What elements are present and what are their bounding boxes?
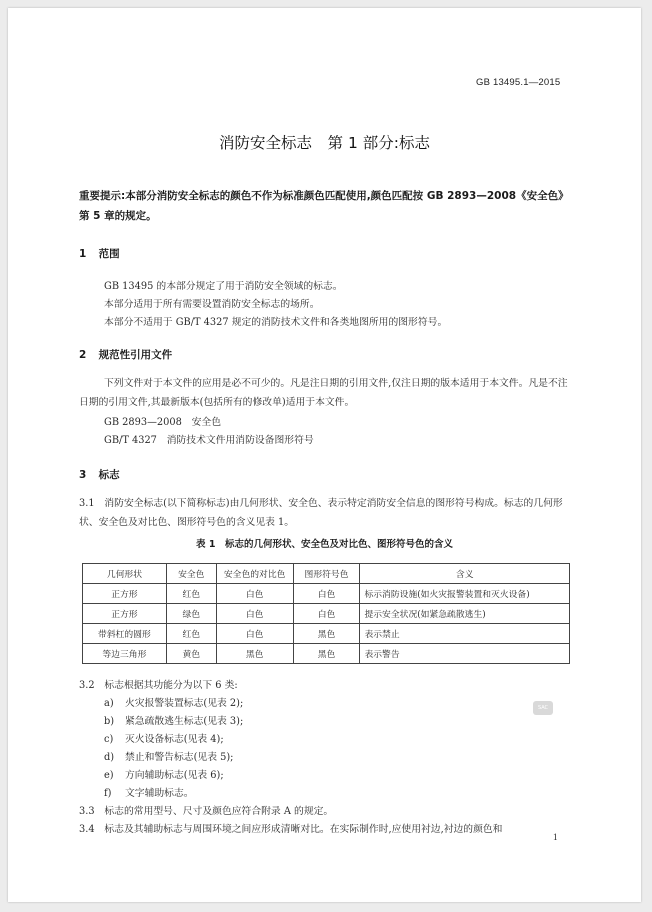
table-cell: 黑色: [293, 624, 360, 644]
table-cell: 提示安全状况(如紧急疏散逃生): [360, 604, 570, 624]
table-row: [83, 584, 570, 604]
list-text: 文字辅助标志。: [125, 788, 194, 799]
column-header: 图形符号色: [293, 564, 360, 584]
table-header-row: [83, 564, 570, 584]
references-intro: 下列文件对于本文件的应用是必不可少的。凡是注日期的引用文件,仅注日期的版本适用于本文件。凡是不注日期的引用文件,其最新版本(包括所有的修改单)适用于本文件。: [79, 378, 568, 408]
table-cell: 红色: [166, 624, 216, 644]
table-row: [83, 604, 570, 624]
section-title: 范围: [98, 248, 120, 260]
sign-meaning-table: [82, 563, 570, 664]
table-cell: 白色: [293, 604, 360, 624]
list-marker: e): [104, 770, 114, 781]
list-text: 紧急疏散逃生标志(见表 3);: [125, 716, 244, 727]
table-cell: 黄色: [166, 644, 216, 664]
document-page: [8, 8, 641, 902]
table-cell: 表示警告: [360, 644, 570, 664]
column-header: 含义: [360, 564, 570, 584]
clause-3-4: 3.4 标志及其辅助标志与周围环境之间应形成清晰对比。在实际制作时,应使用衬边,衬边的颜色和: [79, 824, 503, 835]
scope-line: 本部分不适用于 GB/T 4327 规定的消防技术文件和各类地图所用的图形符号。: [104, 317, 448, 328]
standard-code: GB 13495.1—2015: [476, 77, 561, 88]
list-text: 方向辅助标志(见表 6);: [125, 770, 224, 781]
reference-item: GB 2893—2008 安全色: [104, 417, 221, 428]
section-number: 1: [79, 248, 87, 260]
table-cell: 白色: [216, 624, 293, 644]
document-title: 消防安全标志 第 1 部分:标志: [219, 134, 430, 152]
important-notice: 重要提示:本部分消防安全标志的颜色不作为标准颜色匹配使用,颜色匹配按 GB 2893—2008《安全色》第 5 章的规定。: [79, 190, 569, 222]
clause-3-3: 3.3 标志的常用型号、尺寸及颜色应符合附录 A 的规定。: [79, 806, 334, 817]
list-text: 灭火设备标志(见表 4);: [125, 734, 224, 745]
column-header: 安全色的对比色: [216, 564, 293, 584]
table-cell: 绿色: [166, 604, 216, 624]
table-cell: 红色: [166, 584, 216, 604]
list-marker: f): [104, 788, 112, 799]
list-item: [104, 785, 194, 799]
table-cell: 正方形: [83, 604, 167, 624]
table-cell: 黑色: [216, 644, 293, 664]
list-text: 禁止和警告标志(见表 5);: [125, 752, 234, 763]
table-cell: 正方形: [83, 584, 167, 604]
table-row: [83, 644, 570, 664]
table-cell: 白色: [216, 604, 293, 624]
list-marker: a): [104, 698, 114, 709]
section-heading-normative-references: [79, 347, 172, 362]
list-item: [104, 767, 224, 781]
section-heading-signs: [79, 467, 120, 482]
scope-line: GB 13495 的本部分规定了用于消防安全领域的标志。: [104, 281, 343, 292]
table-caption: 表 1 标志的几何形状、安全色及对比色、图形符号色的含义: [196, 539, 453, 550]
table-cell: 标示消防设施(如火灾报警装置和灭火设备): [360, 584, 570, 604]
section-title: 标志: [98, 469, 120, 481]
list-item: [104, 749, 233, 763]
table-row: [83, 624, 570, 644]
list-marker: d): [104, 752, 115, 763]
list-text: 火灾报警装置标志(见表 2);: [125, 698, 244, 709]
list-item: [104, 713, 243, 727]
reference-item: GB/T 4327 消防技术文件用消防设备图形符号: [104, 435, 314, 446]
page-number: 1: [553, 832, 558, 842]
section-number: 2: [79, 349, 87, 361]
list-marker: b): [104, 716, 115, 727]
table-cell: 白色: [293, 584, 360, 604]
table-cell: 黑色: [293, 644, 360, 664]
sac-watermark: SAC: [533, 701, 553, 715]
table-cell: 等边三角形: [83, 644, 167, 664]
list-marker: c): [104, 734, 114, 745]
section-title: 规范性引用文件: [98, 349, 173, 361]
table-cell: 表示禁止: [360, 624, 570, 644]
section-number: 3: [79, 469, 87, 481]
column-header: 安全色: [166, 564, 216, 584]
clause-3-1: 3.1 消防安全标志(以下简称标志)由几何形状、安全色、表示特定消防安全信息的图形符号构成。标志的几何形状、安全色及对比色、图形符号色的含义见表 1。: [79, 498, 563, 528]
clause-3-2: 3.2 标志根据其功能分为以下 6 类:: [79, 680, 238, 691]
column-header: 几何形状: [83, 564, 167, 584]
list-item: [104, 731, 224, 745]
section-heading-scope: [79, 246, 120, 261]
table-cell: 带斜杠的圆形: [83, 624, 167, 644]
scope-line: 本部分适用于所有需要设置消防安全标志的场所。: [104, 299, 320, 310]
list-item: [104, 695, 243, 709]
table-cell: 白色: [216, 584, 293, 604]
